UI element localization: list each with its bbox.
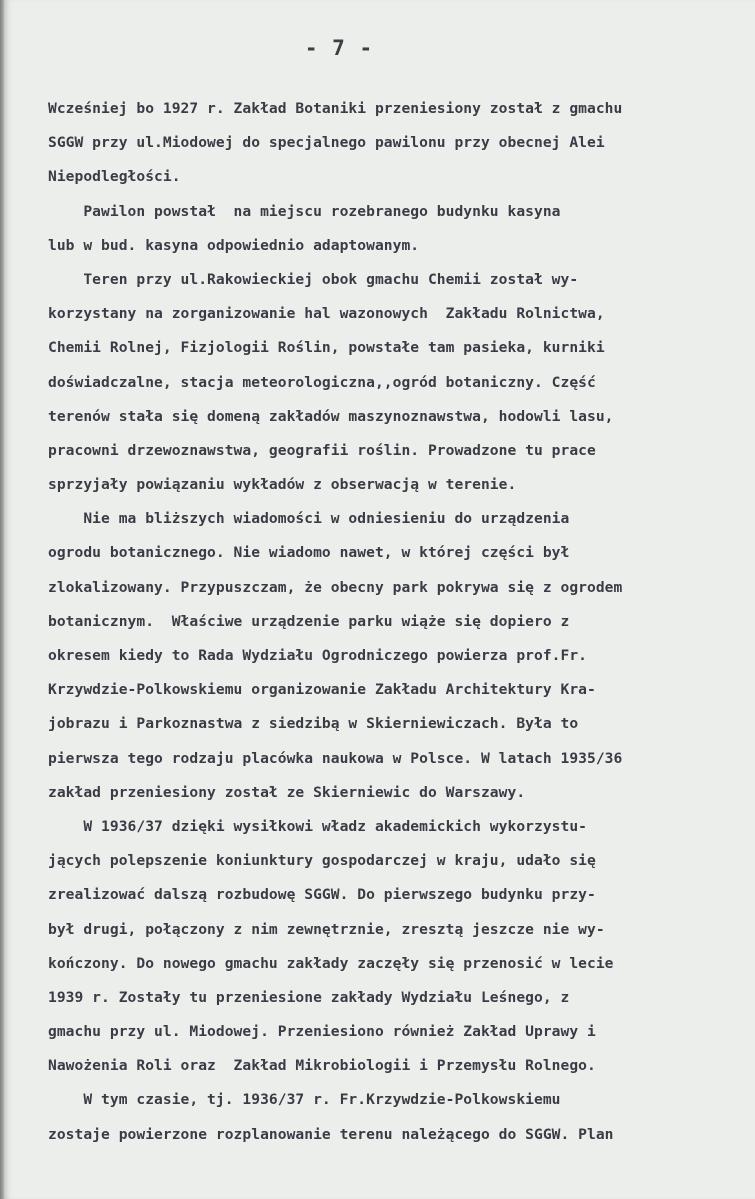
document-page (4, 0, 755, 1199)
text-line: gmachu przy ul. Miodowej. Przeniesiono również Zakład Uprawy i (48, 1023, 596, 1041)
text-line: zrealizować dalszą rozbudowę SGGW. Do pierwszego budynku przy- (48, 886, 596, 904)
text-line: pracowni drzewoznawstwa, geografii roślin. Prowadzone tu prace (48, 441, 596, 459)
text-line: Niepodległości. (48, 168, 181, 186)
text-line: jobrazu i Parkoznastwa z siedzibą w Skierniewiczach. Była to (48, 715, 579, 733)
text-line: kończony. Do nowego gmachu zakłady zaczęły się przenosić w lecie (48, 954, 614, 972)
text-line: ogrodu botanicznego. Nie wiadomo nawet, w której części był (48, 544, 570, 562)
text-line: okresem kiedy to Rada Wydziału Ogrodniczego powierza prof.Fr. (48, 647, 588, 664)
text-line: korzystany na zorganizowanie hal wazonowych Zakładu Rolnictwa, (48, 305, 605, 323)
text-line: Pawilon powstał na miejscu rozebranego budynku kasyna (48, 202, 561, 220)
text-line: 1939 r. Zostały tu przeniesione zakłady Wydziału Leśnego, z (48, 988, 570, 1006)
text-line: lub w bud. kasyna odpowiednio adaptowanym. (48, 236, 420, 254)
text-line: zlokalizowany. Przypuszczam, że obecny park pokrywa się z ogrodem (48, 578, 623, 596)
text-line: sprzyjały powiązaniu wykładów z obserwacją w terenie. (48, 476, 517, 494)
page-number: - 7 - (304, 36, 374, 60)
text-line: Teren przy ul.Rakowieckiej obok gmachu Chemii został wy- (48, 270, 579, 288)
text-line: zostaje powierzone rozplanowanie terenu należącego do SGGW. Plan (48, 1125, 614, 1143)
text-line: Krzywdzie-Polkowskiemu organizowanie Zakładu Architektury Kra- (48, 681, 596, 699)
text-line: doświadczalne, stacja meteorologiczna,,ogród botaniczny. Część (48, 373, 596, 391)
text-line: botanicznym. Właściwe urządzenie parku wiąże się dopiero z (48, 612, 570, 630)
text-line: pierwsza tego rodzaju placówka naukowa w Polsce. W latach 1935/36 (48, 749, 623, 767)
typewritten-text (48, 92, 748, 1152)
text-line: Wcześniej bo 1927 r. Zakład Botaniki przeniesiony został z gmachu (48, 100, 623, 117)
text-line: był drugi, połączony z nim zewnętrznie, zresztą jeszcze nie wy- (48, 920, 605, 938)
text-line: zakład przeniesiony został ze Skierniewic do Warszawy. (48, 783, 526, 801)
text-line: W 1936/37 dzięki wysiłkowi władz akademickich wykorzystu- (48, 817, 588, 835)
text-line: W tym czasie, tj. 1936/37 r. Fr.Krzywdzie-Polkowskiemu (48, 1091, 561, 1109)
text-line: Nawożenia Roli oraz Zakład Mikrobiologii i Przemysłu Rolnego. (48, 1057, 596, 1075)
text-line: SGGW przy ul.Miodowej do specjalnego pawilonu przy obecnej Alei (48, 134, 605, 152)
text-line: terenów stała się domeną zakładów maszynoznawstwa, hodowli lasu, (48, 407, 614, 425)
text-line: jących polepszenie koniunktury gospodarczej w kraju, udało się (48, 852, 596, 870)
text-line: Chemii Rolnej, Fizjologii Roślin, powstałe tam pasieka, kurniki (48, 339, 605, 357)
text-line: Nie ma bliższych wiadomości w odniesieniu do urządzenia (48, 510, 570, 528)
